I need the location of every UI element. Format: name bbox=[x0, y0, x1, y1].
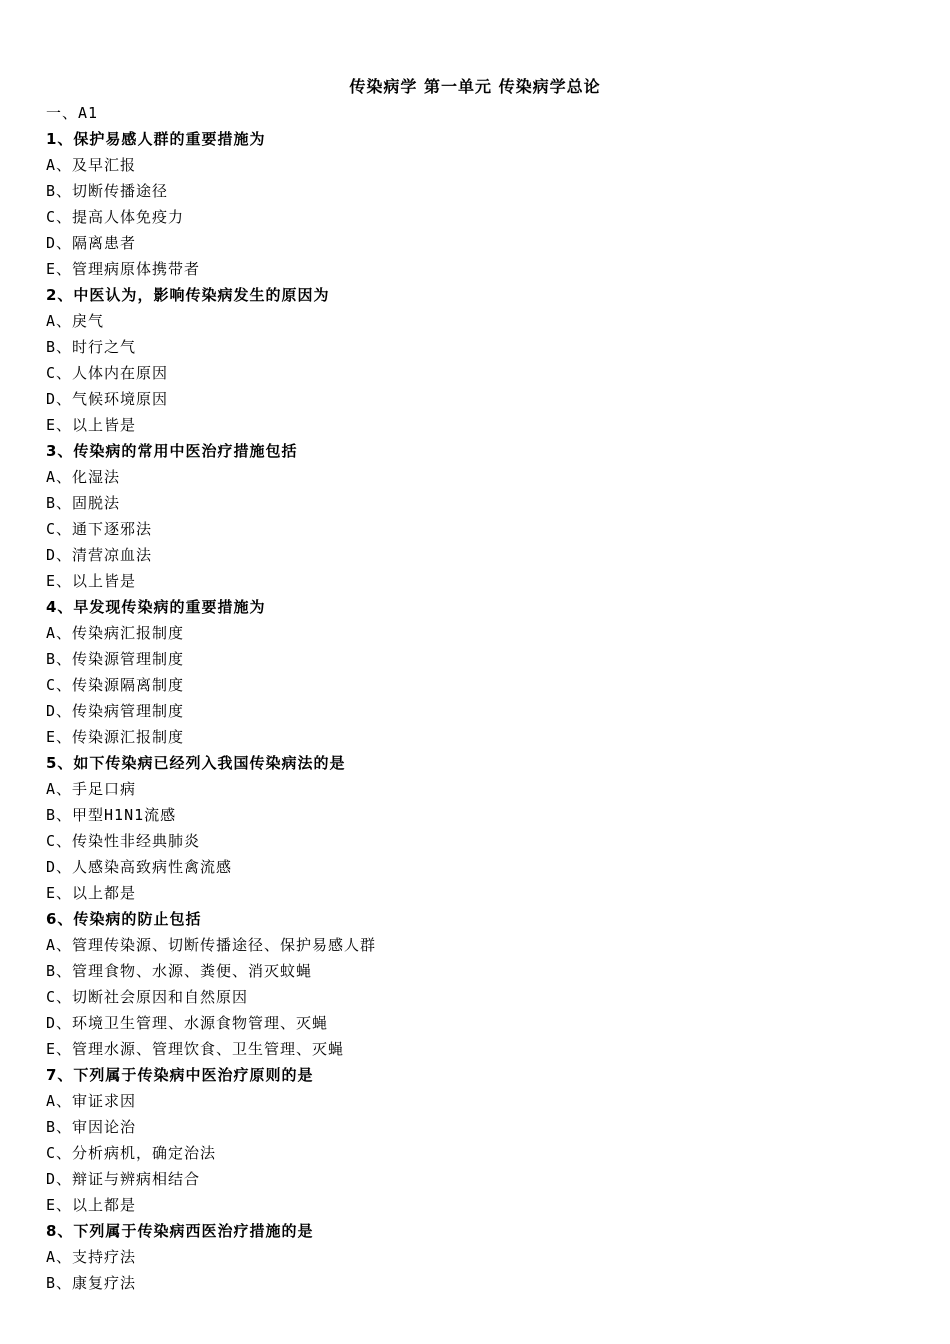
section-heading: 一、A1 bbox=[46, 104, 99, 122]
answer-option: B、固脱法 bbox=[46, 494, 121, 512]
answer-option: C、传染性非经典肺炎 bbox=[46, 832, 201, 850]
document-body bbox=[46, 100, 906, 1296]
answer-option: A、化湿法 bbox=[46, 468, 121, 486]
answer-option: D、隔离患者 bbox=[46, 234, 137, 252]
question-stem: 6、传染病的防止包括 bbox=[46, 910, 202, 928]
document-title: 传染病学 第一单元 传染病学总论 bbox=[349, 77, 601, 96]
answer-option: B、传染源管理制度 bbox=[46, 650, 185, 668]
question-stem: 4、早发现传染病的重要措施为 bbox=[46, 598, 266, 616]
answer-option: E、以上皆是 bbox=[46, 572, 137, 590]
answer-option: E、传染源汇报制度 bbox=[46, 728, 185, 746]
answer-option: A、审证求因 bbox=[46, 1092, 137, 1110]
answer-option: E、以上皆是 bbox=[46, 416, 137, 434]
question-stem: 2、中医认为，影响传染病发生的原因为 bbox=[46, 286, 330, 304]
answer-option: A、支持疗法 bbox=[46, 1248, 137, 1266]
answer-option: B、康复疗法 bbox=[46, 1274, 137, 1292]
question-stem: 1、保护易感人群的重要措施为 bbox=[46, 130, 266, 148]
answer-option: A、管理传染源、切断传播途径、保护易感人群 bbox=[46, 936, 377, 954]
answer-option: E、管理病原体携带者 bbox=[46, 260, 201, 278]
answer-option: B、审因论治 bbox=[46, 1118, 137, 1136]
answer-option: D、清营凉血法 bbox=[46, 546, 153, 564]
answer-option: D、环境卫生管理、水源食物管理、灭蝇 bbox=[46, 1014, 329, 1032]
answer-option: B、时行之气 bbox=[46, 338, 137, 356]
answer-option: B、管理食物、水源、粪便、消灭蚊蝇 bbox=[46, 962, 313, 980]
question-stem: 3、传染病的常用中医治疗措施包括 bbox=[46, 442, 298, 460]
answer-option: E、以上都是 bbox=[46, 1196, 137, 1214]
answer-option: A、及早汇报 bbox=[46, 156, 137, 174]
answer-option: A、传染病汇报制度 bbox=[46, 624, 185, 642]
answer-option: A、手足口病 bbox=[46, 780, 137, 798]
answer-option: A、戾气 bbox=[46, 312, 105, 330]
answer-option: D、辩证与辨病相结合 bbox=[46, 1170, 201, 1188]
answer-option: C、传染源隔离制度 bbox=[46, 676, 185, 694]
answer-option: E、管理水源、管理饮食、卫生管理、灭蝇 bbox=[46, 1040, 345, 1058]
answer-option: C、人体内在原因 bbox=[46, 364, 169, 382]
answer-option: E、以上都是 bbox=[46, 884, 137, 902]
question-stem: 5、如下传染病已经列入我国传染病法的是 bbox=[46, 754, 346, 772]
answer-option: C、通下逐邪法 bbox=[46, 520, 153, 538]
question-stem: 8、下列属于传染病西医治疗措施的是 bbox=[46, 1222, 314, 1240]
answer-option: D、气候环境原因 bbox=[46, 390, 169, 408]
answer-option: C、分析病机，确定治法 bbox=[46, 1144, 217, 1162]
answer-option: D、传染病管理制度 bbox=[46, 702, 185, 720]
question-stem: 7、下列属于传染病中医治疗原则的是 bbox=[46, 1066, 314, 1084]
answer-option: C、提高人体免疫力 bbox=[46, 208, 185, 226]
answer-option: B、甲型H1N1流感 bbox=[46, 806, 177, 824]
answer-option: B、切断传播途径 bbox=[46, 182, 169, 200]
answer-option: D、人感染高致病性禽流感 bbox=[46, 858, 233, 876]
answer-option: C、切断社会原因和自然原因 bbox=[46, 988, 249, 1006]
